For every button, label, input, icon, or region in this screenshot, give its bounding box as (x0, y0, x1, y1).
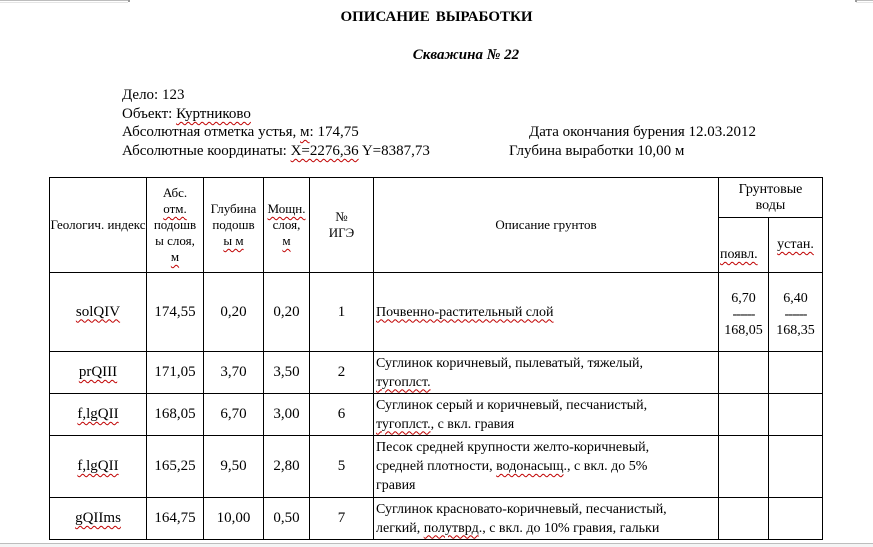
header-geo-index: Геологич. индекс (50, 178, 147, 273)
row-thickness: 0,50 (264, 498, 310, 540)
elevation-line (122, 123, 359, 142)
row-abs-elevation: 174,55 (147, 273, 204, 352)
object-label: Объект: (122, 106, 173, 122)
row-abs-elevation: 165,25 (147, 436, 204, 498)
title-word-1: ОПИСАНИЕ (340, 9, 430, 25)
row-ige: 6 (310, 394, 374, 436)
row-description: Почвенно-растительный слой (374, 273, 719, 352)
page-corner-mark-right (855, 0, 857, 2)
table-row (50, 498, 823, 540)
row-abs-elevation: 164,75 (147, 498, 204, 540)
row-gw-established: 6,40 ------ 168,35 (769, 273, 823, 352)
coordinate-y: Y=8387,73 (361, 143, 430, 159)
row-gw-appeared: 6,70 ------ 168,05 (719, 273, 769, 352)
row-ige: 5 (310, 436, 374, 498)
header-gw-established: устан. (769, 218, 823, 273)
row-depth: 6,70 (204, 394, 264, 436)
header-thickness: Мощн. слоя, м (264, 178, 310, 273)
case-line (122, 86, 184, 105)
object-line (122, 105, 251, 124)
title-word-2: ВЫРАБОТКИ (435, 9, 533, 25)
elevation-unit: м (300, 124, 310, 140)
elevation-label: Абсолютная отметка устья, (122, 124, 297, 140)
row-abs-elevation: 168,05 (147, 394, 204, 436)
row-ige: 7 (310, 498, 374, 540)
row-description: Суглинок красновато-коричневый, песчанистый, легкий, полутврд., с вкл. до 10% гравия, гальки (374, 498, 719, 540)
case-label: Дело: (122, 87, 159, 103)
row-ige: 1 (310, 273, 374, 352)
borehole-log-table (49, 177, 823, 540)
header-abs-elevation: Абс. отм. подошв ы слоя, м (147, 178, 204, 273)
row-geo-index: prQIII (78, 364, 118, 380)
row-depth: 3,70 (204, 352, 264, 394)
table-row (50, 273, 823, 352)
row-ige: 2 (310, 352, 374, 394)
row-thickness: 2,80 (264, 436, 310, 498)
row-thickness: 0,20 (264, 273, 310, 352)
table-row (50, 352, 823, 394)
end-date-value: 12.03.2012 (688, 124, 757, 140)
row-geo-index: gQIIms (75, 510, 121, 526)
row-description: Песок средней крупности желто-коричневый, средней плотности, водонасыщ., с вкл. до 5% гравия (374, 436, 719, 498)
header-groundwater: Грунтовые воды (719, 178, 823, 218)
row-geo-index: f,lgQII (77, 458, 119, 474)
header-gw-appeared: появл. (719, 218, 769, 273)
case-value: 123 (161, 87, 185, 103)
well-subtitle: Скважина № 22 (412, 47, 520, 63)
end-date-line (529, 123, 756, 142)
depth-value: 10,00 м (637, 143, 685, 159)
object-value: Куртниково (176, 106, 251, 122)
row-thickness: 3,00 (264, 394, 310, 436)
depth-line (509, 142, 684, 161)
coordinates-line (122, 142, 430, 161)
row-geo-index: solQIV (75, 303, 121, 320)
row-description: Суглинок коричневый, пылеватый, тяжелый, тугоплст. (374, 352, 719, 394)
row-description: Суглинок серый и коричневый, песчанистый, тугоплст., с вкл. гравия (374, 394, 719, 436)
row-depth: 9,50 (204, 436, 264, 498)
header-depth: Глубина подошв ы м (204, 178, 264, 273)
row-geo-index: f,lgQII (77, 406, 119, 422)
table-row (50, 436, 823, 498)
page-corner-mark-left (128, 0, 130, 2)
row-thickness: 3,50 (264, 352, 310, 394)
document-title (0, 9, 873, 26)
header-ige-number: № ИГЭ (310, 178, 374, 273)
coordinate-x: X=2276,36 (290, 143, 359, 159)
table-row (50, 394, 823, 436)
row-abs-elevation: 171,05 (147, 352, 204, 394)
coordinates-label: Абсолютные координаты: (122, 143, 287, 159)
page-top-edge (0, 0, 873, 3)
depth-label: Глубина выработки (509, 143, 634, 159)
page-bottom-edge (0, 543, 873, 547)
table-header-row (50, 178, 823, 218)
elevation-value: : 174,75 (309, 124, 359, 140)
end-date-label: Дата окончания бурения (529, 124, 685, 140)
row-depth: 0,20 (204, 273, 264, 352)
header-description: Описание грунтов (374, 178, 719, 273)
row-depth: 10,00 (204, 498, 264, 540)
